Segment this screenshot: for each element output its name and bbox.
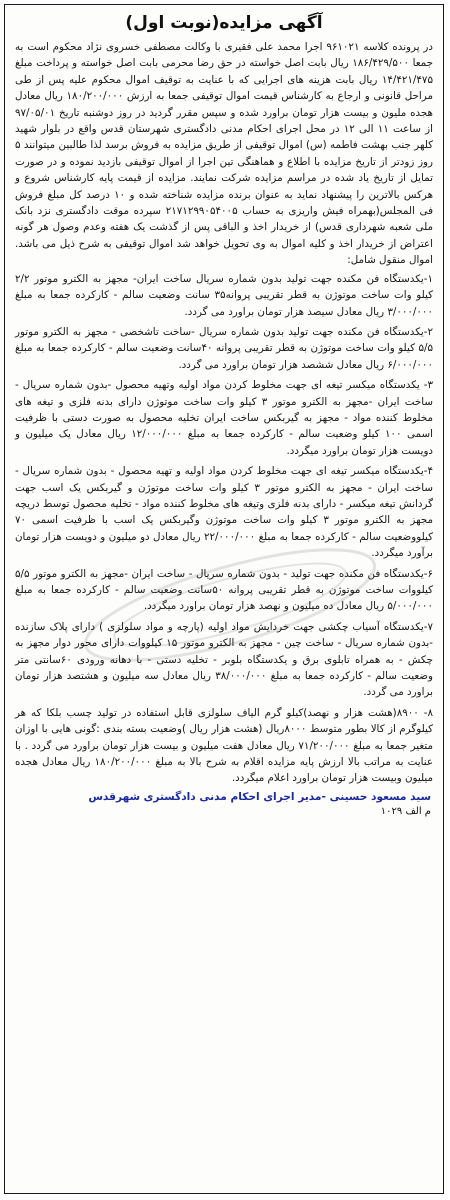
signature-line: سید مسعود حسینی -مدیر اجرای احکام مدنی دادگستری شهرقدس [88,790,431,803]
list-item: ۱-یکدستگاه فن مکنده جهت تولید بدون شماره سریال ساخت ایران- مجهز به الکترو موتور ۲/۲ کیلو وات ساخت موتوژن به قطر تقریبی پروانه۳۵ سانت وضعیت سالم - کارکرده جمعا به مبلغ ۳/۰۰۰/۰۰۰ ریال معادل سیصد هزار تومان براورد می گردد. [15,272,433,318]
list-item: ۲-یکدستگاه فن مکنده جهت تولید بدون شماره سریال -ساخت تاشخصی - مجهز به الکترو موتور ۵/۵ کیلو وات ساخت موتوژن به قطر تقریبی پروانه ۴۰سانت وضعیت سالم - کارکرده جمعا به مبلغ ۶/۰۰۰/۰۰۰ ریال معادل ششصد هزار تومان براورد می گردد. [15,325,433,371]
list-item: ۳- یکدستگاه میکسر تیغه ای جهت مخلوط کردن مواد اولیه وتهیه محصول -بدون شماره سریال - ساخت ایران -مجهز به الکترو موتور ۳ کیلو وات ساخت موتوژن دارای بدنه فلزی و تیغه های مخلوط کننده مواد - مجهز به گیربکس ساخت ایران تخلیه محصول به صورت دستی با ظرفیت اسمی ۱۰۰ کیلو وضعیت سالم - کارکرده جمعا به مبلغ ۱۲/۰۰۰/۰۰۰ ریال معادل یک میلیون و دویست هزار تومان براورد میگردد. [15,379,434,457]
notice-frame [4,4,444,1194]
notice-intro: در پرونده کلاسه ۹۶۱۰۲۱ اجرا محمد علی فقیری با وکالت مصطفی خسروی نژاد محکوم است به جمعا ۱۸۶/۴۲۹/۵۰۰ ریال بابت اصل خواسته در حق رضا محرمی بابت اصل خواسته و پرداخت مبلغ ۱۴/۴۲۱/۴۷۵ ریال بابت هزینه های اجرایی که با عنایت به توقیف اموال محکوم علیه پس از طی مراحل قانونی و ارجاع به کارشناس قیمت اموال توقیفی جمعا به ارزش ۱۸۰/۲۰۰/۰۰۰ ریال معادل هجده ملیون و بیست هزار تومان براورد شده و سپس مقرر گردید در روز دوشنبه تاریخ ۹۷/۰۵/۰۱ از ساعت ۱۱ الی ۱۲ در محل اجرای احکام مدنی دادگستری شهرستان قدس واقع در بلوار شهید کلهر جنب بهشت فاطمه (س) اموال توقیفی از طریق مزایده به فروش برسد لذا طالبین میتوانند ۵ روز زودتر از تاریخ مزایده با اطلاع و هماهنگی تین اجرا از اموال توقیفی بازدید نموده و در صورت تمایل از تاریخ یاد شده در مراسم مزایده شرکت نمایند. مزایده از قیمت پایه کارشناس شروع و هرکس بالاترین را پیشنهاد نماید به عنوان برنده مزایده شناخته شده و ۱۰ درصد کل مبلغ فروش فی المجلس(بهمراه فیش واریزی به حساب ۲۱۷۱۲۹۹۰۵۴۰۰۵ سپرده موقت دادگستری نزد بانک ملی شعبه شهرداری قدس) از خریدار اخذ و الباقی پس از گذشت یک هفته وعدم وصول هر گونه اعتراض از خریدار اخذ و کلیه اموال به وی تحویل خواهد شد اموال توقیفی به شرح ذیل می باشد. اموال منقول شامل: [15,41,434,267]
notice-title: آگهی مزایده(نوبت اول) [125,13,323,33]
list-item: ۴-یکدستگاه میکسر تیغه ای جهت مخلوط کردن مواد اولیه و تهیه محصول - بدون شماره سریال - ساخت ایران - مجهز به الکترو موتور ۳ کیلو وات ساخت موتوژن و گیربکس یک اسب جهت گردانش تیغه میکسر - دارای بدنه فلزی وتیغه های مخلوط کننده مواد - تخلیه محصول توسط دریچه مجهز به الکترو موتور ۳ کیلو وات ساخت موتوژن وگیربکس یک اسب با ظرفیت اسمی ۷۰ کیلووضعیت سالم - کارکرده جمعا به مبلغ ۲۲/۰۰۰/۰۰۰ ریال معادل دو میلیون و دویست هزار تومان برآورد میگردد. [15,465,433,560]
list-item: ۸- ۸۹۰۰(هشت هزار و نهصد)کیلو گرم الیاف سلولزی قابل استفاده در تولید چسب بلکا که هر کیلوگرم از کالا بطور متوسط ۸۰۰۰ریال (هشت هزار ریال )وضعیت بسته بندی :گونی هایی با اوزان متغیر جمعا به مبلغ ۷۱/۲۰۰/۰۰۰ ریال معادل هفت میلیون و بیست هزار تومان براورد می گردد . با عنایت به مراتب بالا ارزش پایه مزایده اقلام به شرح بالا به مبلغ ۱۸۰/۲۰۰/۰۰۰ ریال معادل هجده میلیون وبیست هزار تومان براورد اعلام میگردد. [15,706,433,785]
notice-body [5,39,443,787]
list-item: ۶-یکدستگاه فن مکنده جهت تولید - بدون شماره سریال - ساخت ایران -مجهز به الکترو موتور ۵/۵ کیلووات ساخت موتوژن به قطر تقریبی پروانه ۵۰سانت وضعیت سالم - کارکرده جمعا به مبلغ ۵/۰۰۰/۰۰۰ ریال معادل ده میلیون و نهصد هزار تومان براورد میگردد. [15,567,433,613]
notice-code: م الف ۱۰۲۹ [380,805,431,817]
list-item: ۷-یکدستگاه آسیاب چکشی جهت خردایش مواد اولیه (پارچه و مواد سلولزی ) دارای پلاک سازنده -بدون شماره سریال - ساخت چین - مجهز به الکترو موتور ۱۵ کیلووات دارای محور دوار مجهز به چکش - به همراه تابلوی برق و یکدستگاه بلوبر - تخلیه دستی - با دهانه ورودی ۶۰سانتی متر وضعیت سالم - کارکرده جمعا به مبلغ ۳۸/۰۰۰/۰۰۰ ریال معادل سه میلیون و هشتصد هزار تومان براورد می گردد. [15,620,434,699]
